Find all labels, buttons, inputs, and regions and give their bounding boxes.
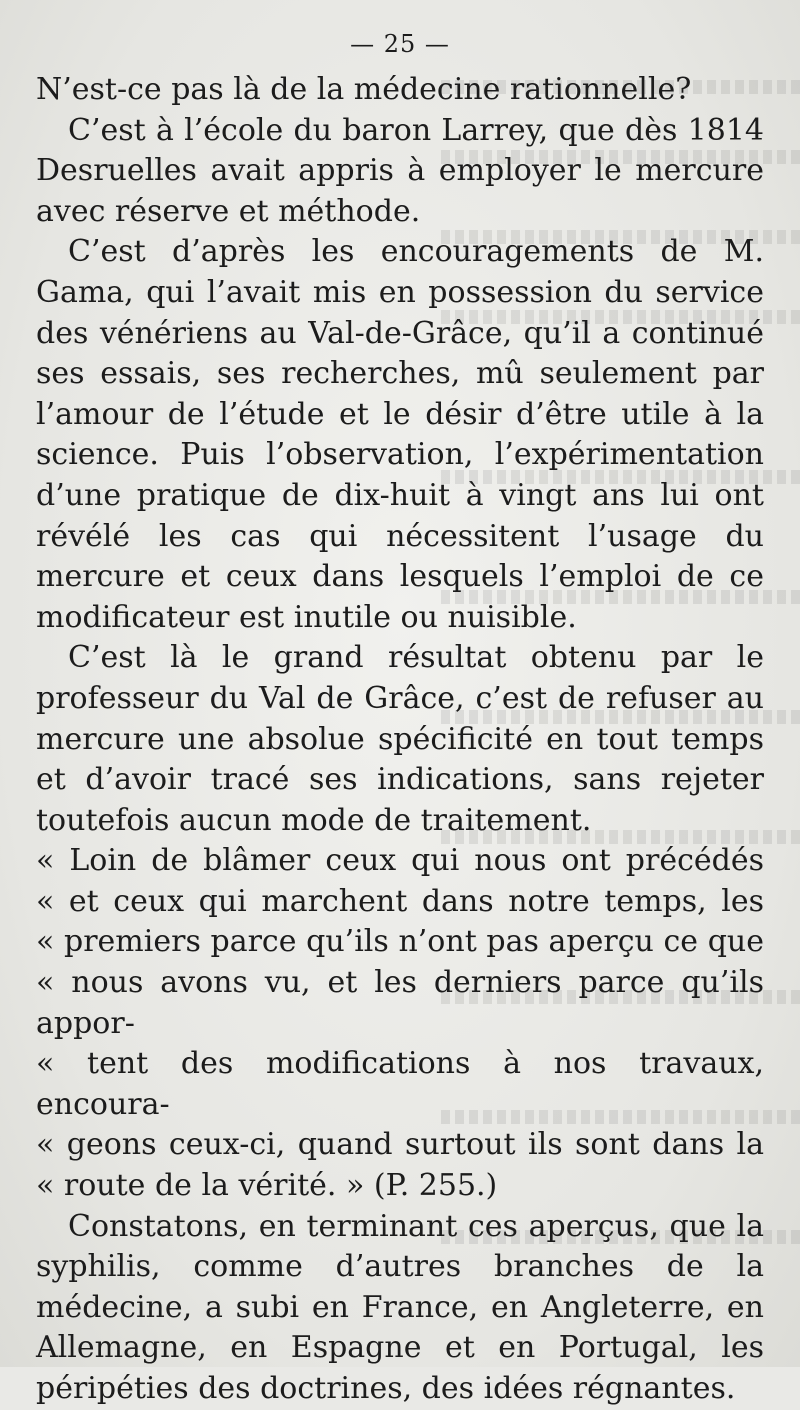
paragraph-3: C’est d’après les encouragements de M. Gama, qui l’avait mis en possession du service des vénériens au Val-de-Grâce, qu’il a continué ses essais, ses recherches, mû seulement par l’amour de l’étude et le désir d’être utile à la science. Puis l’observation, l’expérimentation d’une pratique de dix-huit à vingt ans lui ont révélé les cas qui nécessitent l’usage du mercure et ceux dans lesquels l’emploi de ce modificateur est inutile ou nuisible. bbox=[36, 234, 764, 635]
page-number: — 25 — bbox=[350, 30, 450, 58]
body-text bbox=[36, 70, 764, 1410]
quote-line-6: « geons ceux-ci, quand surtout ils sont dans la bbox=[36, 1127, 764, 1163]
paragraph-2: C’est à l’école du baron Larrey, que dès 1814 Desruelles avait appris à employer le mercure avec réserve et méthode. bbox=[36, 112, 764, 229]
closing-paragraph: Constatons, en terminant ces aperçus, que la syphilis, comme d’autres branches de la médecine, a subi en France, en Angleterre, en Allemagne, en Espagne et en Portugal, les péripéties des doctrines, des idées régnantes. bbox=[36, 1208, 764, 1406]
paragraph-1: N’est-ce pas là de la médecine rationnelle? bbox=[36, 72, 692, 107]
paragraph-4: C’est là le grand résultat obtenu par le professeur du Val de Grâce, c’est de refuser au mercure une absolue spécificité en tout temps et d’avoir tracé ses indications, sans rejeter toutefois aucun mode de traitement. bbox=[36, 640, 764, 838]
quote-line-2: « et ceux qui marchent dans notre temps, les bbox=[36, 883, 764, 919]
quote-line-5: « tent des modifications à nos travaux, encoura- bbox=[36, 1046, 764, 1122]
quote-line-4: « nous avons vu, et les derniers parce qu’ils appor- bbox=[36, 965, 764, 1041]
quote-line-3: « premiers parce qu’ils n’ont pas aperçu ce que bbox=[36, 924, 764, 960]
quote-line-7: « route de la vérité. » (P. 255.) bbox=[36, 1168, 498, 1204]
quote-line-1: « Loin de blâmer ceux qui nous ont précédés bbox=[36, 843, 764, 879]
quotation-block bbox=[36, 841, 764, 1206]
